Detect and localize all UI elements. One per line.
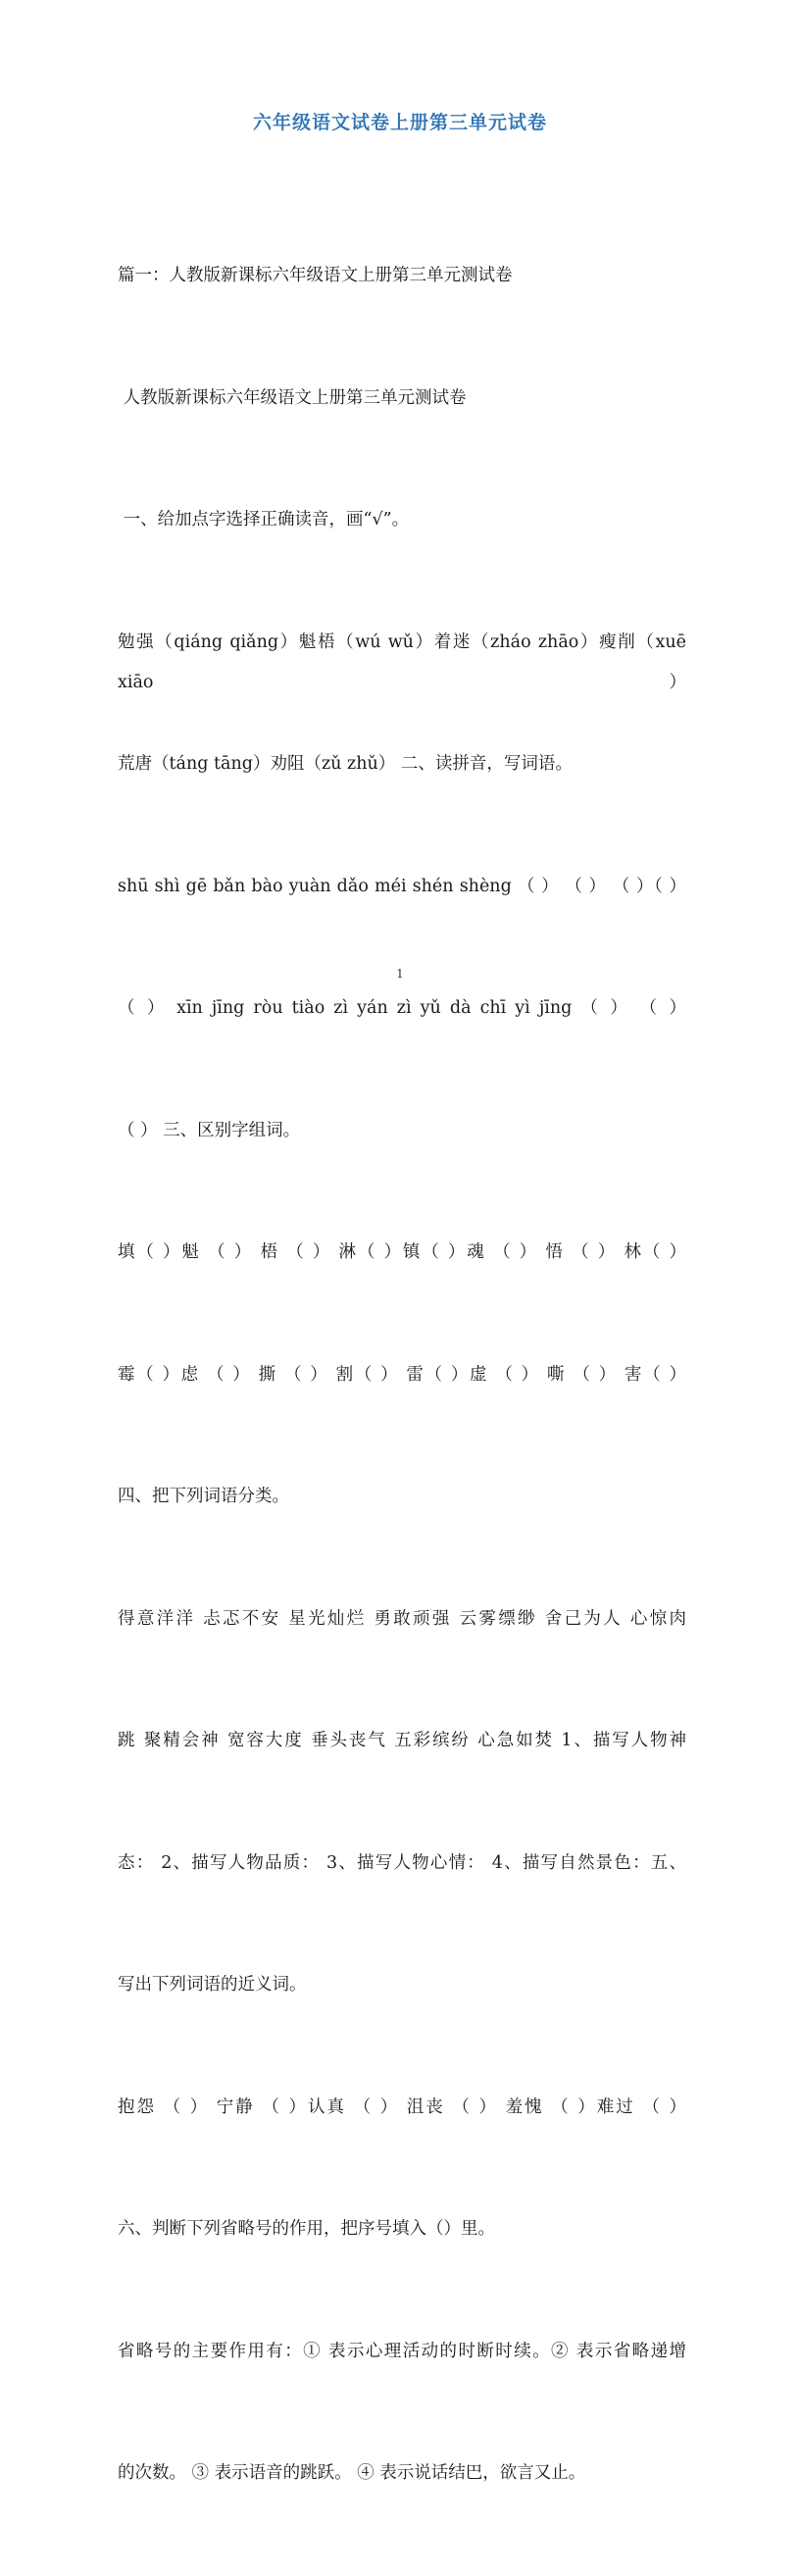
text-line: 省略号的主要作用有：① 表示心理活动的时断时续。② 表示省略递增 [118, 2341, 686, 2361]
text-line: 六、判断下列省略号的作用，把序号填入（）里。 [118, 2219, 495, 2239]
text-line: 写出下列词语的近义词。 [118, 1975, 307, 1995]
text-line: 得意洋洋 忐忑不安 星光灿烂 勇敢顽强 云雾缥缈 舍己为人 心惊肉 [118, 1608, 686, 1629]
text-line: 荒唐（táng tāng）劝阻（zǔ zhǔ） 二、读拼音，写词语。 [118, 754, 573, 774]
text-line: 四、把下列词语分类。 [118, 1487, 289, 1506]
text-line: 的次数。 ③ 表示语音的跳跃。 ④ 表示说话结巴，欲言又止。 [118, 2463, 586, 2483]
page-number: 1 [396, 967, 404, 981]
text-line: （ ） xīn jīng ròu tiào zì yán zì yǔ dà chī yì jīng （ ） （ ） [118, 998, 686, 1018]
text-line: 勉强（qiáng qiǎng）魁梧（wú wǔ）着迷（zháo zhāo）瘦削（xuē xiāo） [118, 631, 686, 692]
document-body [118, 175, 686, 2576]
text-line: shū shì gē bǎn bào yuàn dǎo méi shén shèng （ ） （ ） （ ）（ ） [118, 876, 686, 896]
text-line: 一、给加点字选择正确读音，画“√”。 [118, 510, 410, 530]
text-line: 人教版新课标六年级语文上册第三单元测试卷 [118, 387, 467, 408]
text-line: （ ） 三、区别字组词。 [118, 1120, 301, 1140]
text-line: 填（ ）魁 （ ） 梧 （ ） 淋（ ）镇（ ）魂 （ ） 悟 （ ） 林（ ） [118, 1242, 686, 1262]
document-title: 六年级语文试卷上册第三单元试卷 [252, 112, 547, 133]
text-line: 态： 2、描写人物品质： 3、描写人物心情： 4、描写自然景色：五、 [118, 1852, 686, 1873]
text-line: 霉（ ）虑 （ ） 撕 （ ） 割（ ） 雷（ ）虚 （ ） 嘶 （ ） 害（ ） [118, 1364, 686, 1385]
text-line: 抱怨 （ ） 宁静 （ ）认真 （ ） 沮丧 （ ） 羞愧 （ ）难过 （ ） [118, 2096, 686, 2117]
text-line: 跳 聚精会神 宽容大度 垂头丧气 五彩缤纷 心急如焚 1、描写人物神 [118, 1731, 686, 1750]
text-line: 篇一：人教版新课标六年级语文上册第三单元测试卷 [118, 266, 513, 285]
